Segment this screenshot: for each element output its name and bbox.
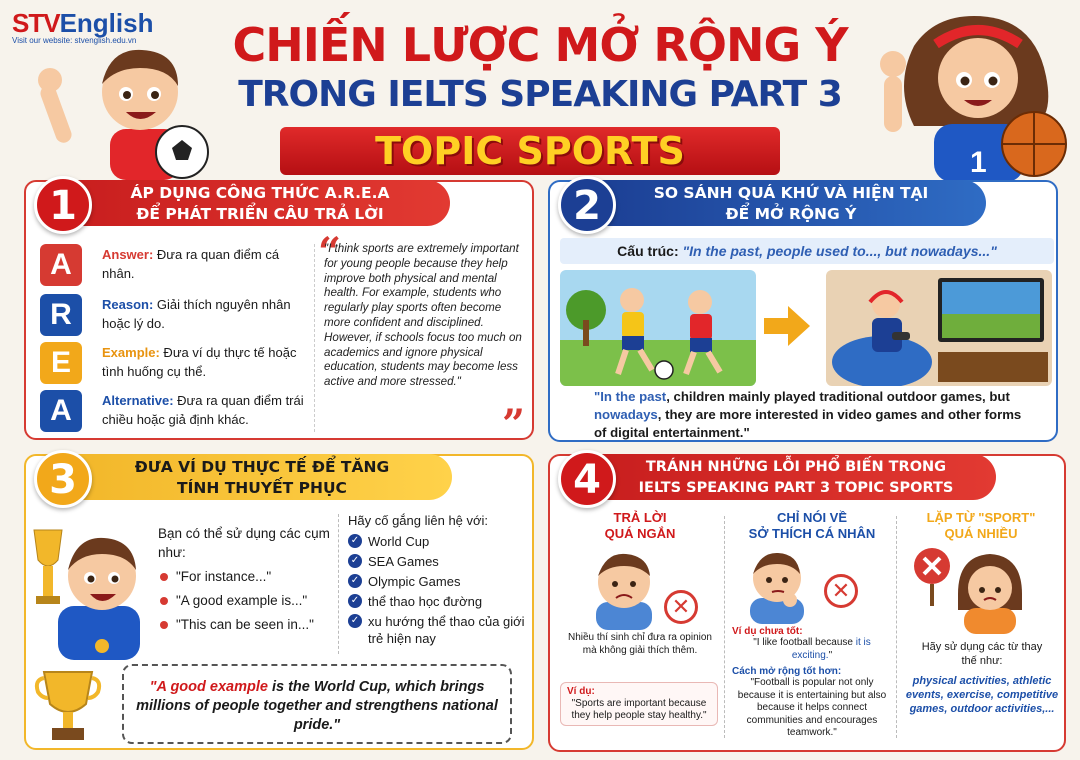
relate-item: ✓ World Cup <box>348 533 528 550</box>
girl-with-basketball-illustration <box>874 6 1074 182</box>
phrase-item: "For instance..." <box>158 567 338 586</box>
present-video-games-picture <box>826 270 1052 386</box>
example-text: "Sports are important because they help people stay healthy." <box>571 698 707 721</box>
area-letter: A <box>40 244 82 286</box>
area-example-row <box>40 342 300 388</box>
arrow-right-icon <box>764 306 810 346</box>
mistake-title-line1: CHỈ NÓI VỀ <box>776 510 848 525</box>
section1-title-line1: ÁP DỤNG CÔNG THỨC A.R.E.A <box>130 184 390 202</box>
mistake-title-line1: TRẢ LỜI <box>613 510 667 525</box>
section-area-formula <box>24 180 534 448</box>
mistake-personal-preference <box>728 510 896 746</box>
phrase-item: "This can be seen in..." <box>158 615 338 634</box>
mistake-title-line2: QUÁ NGẮN <box>604 526 676 541</box>
relate-label: Hãy cố gắng liên hệ với: <box>348 513 489 528</box>
section-past-present <box>548 180 1058 442</box>
bad-example-label: Ví dụ chưa tốt: <box>732 626 803 637</box>
quote-highlight-nowadays: nowadays <box>594 407 658 422</box>
phrases-block <box>158 524 338 634</box>
section1-example-quote: "I think sports are extremely important for young people because they help improve both physical and mental health. For example, students who regularly play sports often become more confident and disciplined. However, if schools focus too much on academics and ignore physical education, students may become less active and more stressed." <box>324 242 522 389</box>
area-alternative-text <box>102 391 312 429</box>
quote-text: , they are more interested in video games and other forms of digital entertainment." <box>594 407 1022 440</box>
example-label: Ví dụ: <box>567 686 595 697</box>
svg-text:1: 1 <box>970 146 987 179</box>
section4-title-line1: TRÁNH NHỮNG LỖI PHỔ BIẾN TRONG <box>645 459 947 475</box>
section3-title-line2: TÍNH THUYẾT PHỤC <box>177 479 347 497</box>
area-letter: A <box>40 390 82 432</box>
mistake-too-short <box>556 510 724 746</box>
structure-label: Cấu trúc: <box>617 243 679 259</box>
area-answer-row <box>40 244 300 290</box>
mistake-desc: Hãy sử dụng các từ thay thế như: <box>921 641 1043 667</box>
page-title-line2: TRONG IELTS SPEAKING PART 3 <box>238 74 842 115</box>
area-desc: Đưa ví dụ thực tế hoặc tình huống cụ thể. <box>102 345 297 379</box>
quote-text: , children mainly played traditional outdoor games, but <box>666 389 1010 404</box>
good-example-label: Cách mở rộng tốt hơn: <box>732 666 842 677</box>
area-letter: E <box>40 342 82 384</box>
column-divider <box>896 516 897 738</box>
girl-illustration <box>952 550 1028 634</box>
bad-text-highlight: it is exciting. <box>791 637 871 661</box>
section2-example-quote <box>594 388 1034 442</box>
section-common-mistakes <box>548 454 1066 752</box>
column-divider <box>724 516 725 738</box>
structure-value: "In the past, people used to..., but nowadays..." <box>682 243 997 259</box>
good-example-text: "Football is popular not only because it is entertaining but also because it helps connect communities and encourages teamwork." <box>737 677 887 738</box>
area-answer-text <box>102 245 312 283</box>
relate-block <box>348 512 528 647</box>
bad-text-end: " <box>828 649 833 661</box>
logo-website: Visit our website: stvenglish.edu.vn <box>12 36 137 45</box>
area-term: Example: <box>102 345 160 360</box>
relate-item: ✓ SEA Games <box>348 553 528 570</box>
good-example <box>732 666 892 740</box>
page-title-line1: CHIẾN LƯỢC MỞ RỘNG Ý <box>232 18 848 72</box>
section1-banner <box>70 180 450 226</box>
section3-banner <box>72 454 452 500</box>
mistake-title-line2: SỞ THÍCH CÁ NHÂN <box>748 526 876 541</box>
area-term: Reason: <box>102 297 154 312</box>
section1-title-line2: ĐỂ PHÁT TRIỂN CÂU TRẢ LỜI <box>136 205 384 223</box>
trophy-icon <box>34 668 102 746</box>
quote-highlight-past: "In the past <box>594 389 667 404</box>
section3-number: 3 <box>34 450 92 508</box>
boy-with-trophy-illustration <box>28 520 154 660</box>
bad-text: "I like football because <box>753 637 856 648</box>
bad-example <box>732 626 892 662</box>
sad-boy-illustration <box>586 544 662 630</box>
section1-number: 1 <box>34 176 92 234</box>
relate-item: ✓ xu hướng thể thao của giới trẻ hiện nay <box>348 613 528 647</box>
example-highlight: "A good example <box>149 679 268 695</box>
section3-title-line1: ĐƯA VÍ DỤ THỰC TẾ ĐỂ TĂNG <box>134 458 390 476</box>
section2-title-line2: ĐỂ MỞ RỘNG Ý <box>725 205 857 223</box>
mistake-title-line1: LẶP TỪ "SPORT" <box>926 510 1036 525</box>
area-reason-text <box>102 295 312 333</box>
relate-item: ✓ thể thao học đường <box>348 593 528 610</box>
area-letter: R <box>40 294 82 336</box>
section2-title-line1: SO SÁNH QUÁ KHỨ VÀ HIỆN TẠI <box>653 184 929 202</box>
mistake-repeating-sport <box>900 510 1062 746</box>
bad-example-text <box>732 637 892 662</box>
logo-english: English <box>59 8 154 38</box>
x-sign-icon <box>912 546 952 606</box>
wrong-x-icon: ✕ <box>824 574 858 608</box>
area-desc: Giải thích nguyên nhân hoặc lý do. <box>102 297 291 331</box>
example-text: is the World Cup, which brings millions of people together and strengthens national pride." <box>136 679 498 733</box>
example-box <box>560 682 718 726</box>
area-alternative-row <box>40 390 304 436</box>
thinking-boy-illustration <box>742 544 812 624</box>
area-term: Answer: <box>102 247 154 262</box>
close-quote-icon: ” <box>502 401 526 448</box>
relate-item: ✓ Olympic Games <box>348 573 528 590</box>
section4-banner <box>596 454 996 500</box>
section-real-examples <box>24 454 534 750</box>
area-reason-row <box>40 294 300 340</box>
open-quote-icon: “ <box>318 229 342 276</box>
topic-banner <box>280 127 780 175</box>
wrong-x-icon: ✕ <box>664 590 698 624</box>
logo-stv: STV <box>12 8 60 38</box>
alternative-words: physical activities, athletic events, exercise, competitive games, outdoor activities,... <box>905 675 1059 715</box>
section2-banner <box>596 180 986 226</box>
area-term: Alternative: <box>102 393 174 408</box>
mistake-title-line2: QUÁ NHIỀU <box>944 526 1018 541</box>
section1-divider <box>314 244 315 432</box>
area-desc: Đưa ra quan điểm cá nhân. <box>102 247 280 281</box>
section3-example-box <box>122 664 512 744</box>
structure-bar <box>560 238 1054 264</box>
topic-label: TOPIC SPORTS <box>375 129 685 173</box>
area-desc: Đưa ra quan điểm trái chiều hoặc giả định khác. <box>102 393 304 427</box>
mistake-desc: Nhiều thí sinh chỉ đưa ra opinion mà không giải thích thêm. <box>567 632 712 656</box>
area-example-text <box>102 343 312 381</box>
section3-divider <box>338 514 339 654</box>
section2-number: 2 <box>558 176 616 234</box>
section4-title-line2: IELTS SPEAKING PART 3 TOPIC SPORTS <box>638 480 954 496</box>
section4-number: 4 <box>558 450 616 508</box>
phrases-intro: Bạn có thể sử dụng các cụm như: <box>158 526 330 560</box>
phrase-item: "A good example is..." <box>158 591 338 610</box>
past-outdoor-games-picture <box>560 270 756 386</box>
boy-with-football-illustration <box>30 34 220 180</box>
